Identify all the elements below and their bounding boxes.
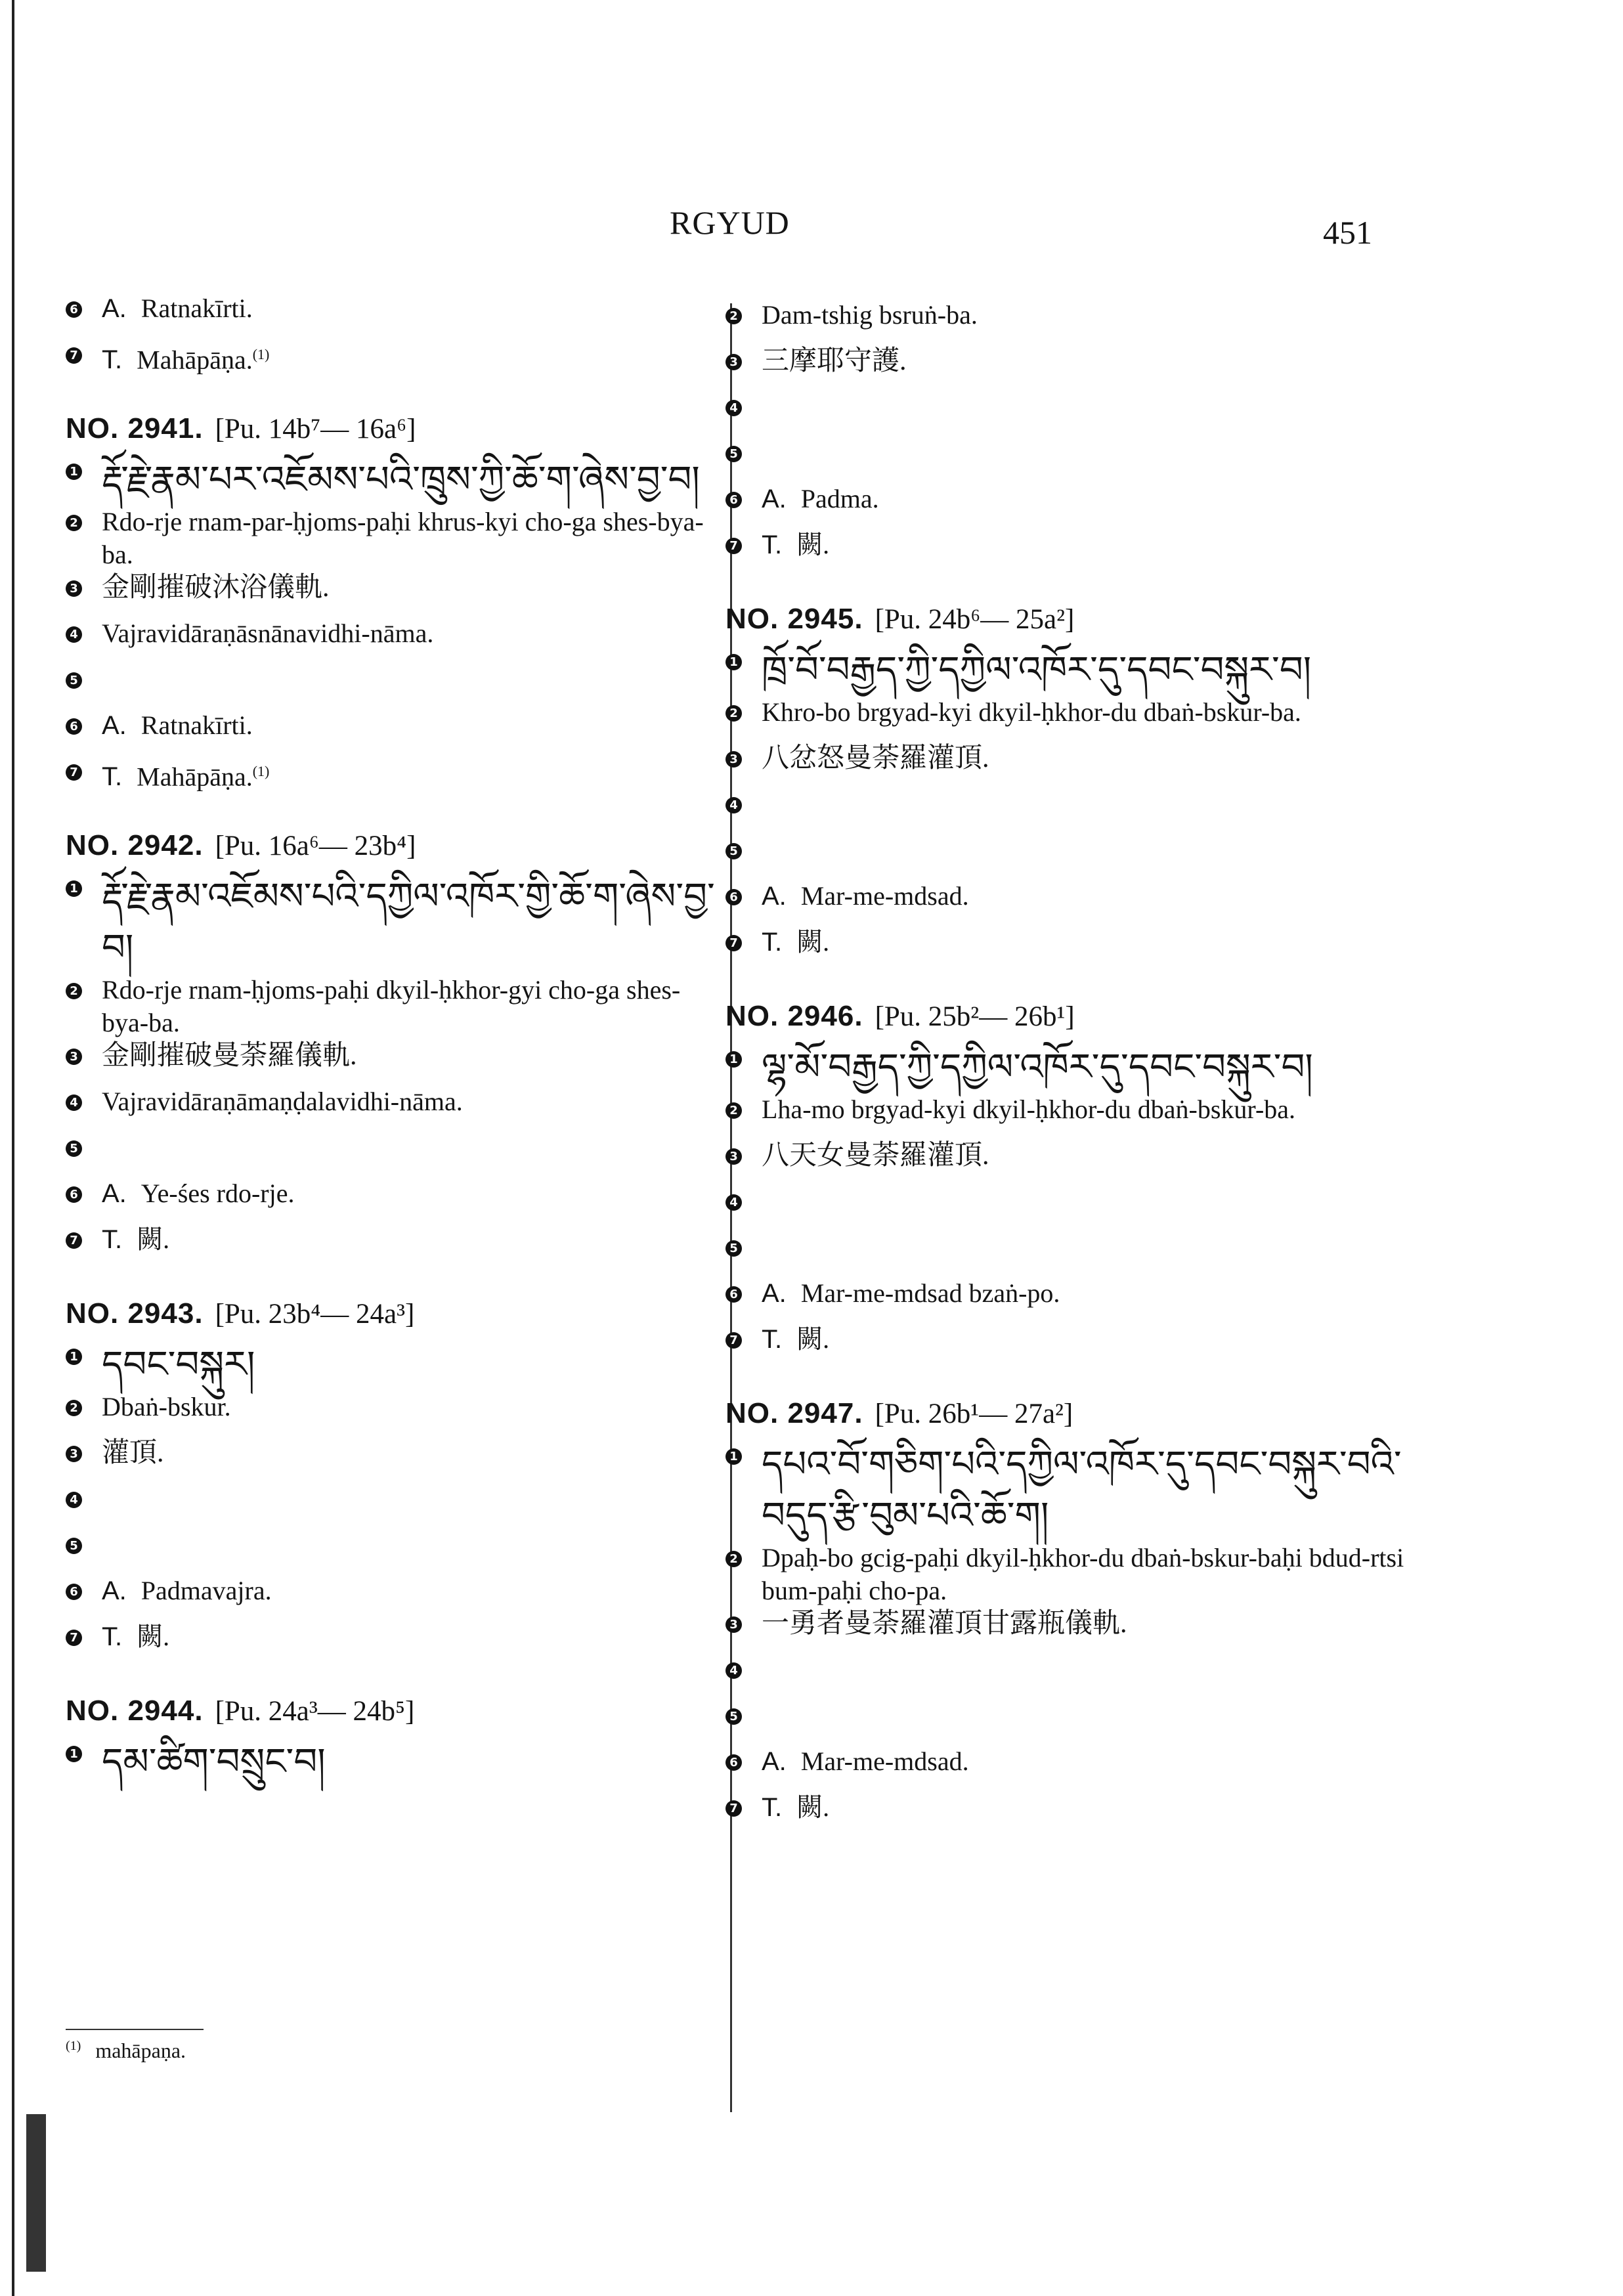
field-number-marker: 5 [725, 843, 742, 859]
field-number-marker: 3 [725, 1148, 742, 1165]
field-row [66, 1574, 716, 1620]
field-row [725, 1607, 1421, 1653]
field-label: A. [102, 1179, 127, 1208]
field-row [725, 696, 1421, 742]
footnote [66, 2039, 186, 2063]
field-text [102, 617, 433, 650]
field-row [725, 1439, 1421, 1542]
entry-folio-reference: [Pu. 14b⁷— 16a⁶] [215, 414, 416, 444]
catalog-entry [66, 826, 716, 1269]
field-text [762, 483, 879, 515]
field-number-marker: 6 [725, 492, 742, 508]
catalog-entry [725, 599, 1421, 972]
chinese-title [762, 1139, 989, 1172]
field-number-marker: 5 [66, 1140, 82, 1157]
field-value: Mar-me-mdsad bzaṅ-po. [800, 1278, 1060, 1308]
entry-number: NO. 2942. [66, 829, 204, 861]
field-number-marker: 1 [725, 1051, 742, 1068]
tibetan-title [102, 871, 716, 974]
field-value: Dbaṅ-bskur. [102, 1392, 231, 1421]
field-text [102, 1620, 169, 1653]
field-number-marker: 3 [725, 1616, 742, 1633]
field-row [725, 1042, 1421, 1093]
field-value: ཁྲོ་བོ་བརྒྱད་ཀྱི་དཀྱིལ་འཁོར་དུ་དབང་བསྐུར་བ། [762, 650, 1312, 691]
field-row [725, 1745, 1421, 1791]
chinese-title [102, 1039, 357, 1072]
chinese-title [102, 571, 330, 604]
field-row [66, 1223, 716, 1269]
chinese-title [762, 742, 989, 775]
tibetan-title [762, 1042, 1313, 1093]
field-row [725, 1185, 1421, 1231]
field-number-marker: 2 [66, 1400, 82, 1416]
entry-header [66, 409, 716, 449]
field-number-marker: 2 [725, 308, 742, 324]
field-label: T. [762, 928, 783, 957]
field-text [762, 529, 829, 561]
field-row [66, 1391, 716, 1437]
field-text [762, 1323, 829, 1356]
field-value: 八忿怒曼荼羅灌頂. [762, 743, 989, 773]
field-value: Mar-me-mdsad. [800, 881, 969, 911]
field-value: དམ་ཚིག་བསྲུང་བ། [102, 1742, 326, 1783]
field-row [66, 338, 716, 384]
field-value: Mahāpāṇa. [137, 762, 253, 792]
catalog-entry [725, 997, 1421, 1369]
field-label: T. [762, 1793, 783, 1822]
field-row [66, 755, 716, 801]
tibetan-title [102, 1339, 255, 1391]
field-number-marker: 5 [725, 1708, 742, 1725]
page-binding-shadow [26, 2114, 46, 2272]
field-value: Padma. [800, 484, 879, 513]
field-row [66, 1039, 716, 1085]
field-value: Dpaḥ-bo gcig-paḥi dkyil-ḥkhor-du dbaṅ-bskur-baḥi bdud-rtsi bum-paḥi cho-pa. [762, 1543, 1411, 1605]
field-value: 闕. [796, 1324, 830, 1354]
field-row [66, 1737, 716, 1788]
field-number-marker: 4 [66, 1094, 82, 1111]
field-number-marker: 7 [66, 347, 82, 364]
field-text [102, 292, 253, 325]
field-value: རྡོ་རྗེ་རྣམ་པར་འཇོམས་པའི་ཁྲུས་ཀྱི་ཆོ་ག་ཞེས་བྱ་བ། [102, 460, 700, 500]
chinese-title [762, 345, 907, 378]
field-value: 闕. [796, 927, 830, 957]
field-number-marker: 7 [66, 1630, 82, 1646]
field-value: 一勇者曼荼羅灌頂甘露瓶儀軌. [762, 1609, 1127, 1639]
field-value: 闕. [796, 1792, 830, 1822]
field-value: 灌頂. [102, 1438, 164, 1468]
field-value: 三摩耶守護. [762, 346, 907, 376]
field-number-marker: 4 [725, 1662, 742, 1679]
field-text [102, 755, 269, 793]
field-text [102, 1391, 231, 1423]
field-number-marker: 3 [725, 354, 742, 370]
field-text [762, 1745, 969, 1778]
field-text [102, 1177, 294, 1210]
field-row [725, 1699, 1421, 1745]
catalog-entry [725, 1394, 1421, 1837]
field-label: T. [762, 1325, 783, 1354]
footnote-reference: (1) [252, 763, 270, 779]
field-label: T. [102, 1622, 123, 1651]
field-row [66, 1483, 716, 1528]
page-binding-edge [12, 0, 14, 2296]
entry-header [66, 1294, 716, 1334]
field-number-marker: 7 [725, 1332, 742, 1349]
field-number-marker: 2 [66, 983, 82, 999]
field-text [102, 1223, 169, 1256]
right-entries [725, 599, 1421, 1837]
field-row [725, 1093, 1421, 1139]
entry-number: NO. 2941. [66, 412, 204, 444]
field-label: A. [102, 1576, 127, 1605]
field-row [725, 1653, 1421, 1699]
entry-folio-reference: [Pu. 26b¹— 27a²] [875, 1398, 1073, 1429]
field-row [66, 1437, 716, 1483]
field-number-marker: 1 [725, 654, 742, 670]
field-number-marker: 6 [725, 1754, 742, 1771]
field-value: རྡོ་རྗེ་རྣམ་འཇོམས་པའི་དཀྱིལ་འཁོར་གྱི་ཆོ་ག་ཞེས་བྱ་བ། [102, 877, 715, 968]
field-label: A. [762, 1747, 787, 1776]
field-row [725, 880, 1421, 926]
field-text [102, 709, 253, 742]
field-value: ལྷ་མོ་བརྒྱད་ཀྱི་དཀྱིལ་འཁོར་དུ་དབང་བསྐུར་བ། [762, 1047, 1313, 1088]
field-value: 闕. [137, 1622, 170, 1651]
field-row [66, 292, 716, 338]
field-row [725, 788, 1421, 834]
field-number-marker: 3 [725, 751, 742, 768]
field-row [66, 571, 716, 617]
field-number-marker: 2 [725, 1551, 742, 1567]
entry-header [725, 599, 1421, 639]
field-number-marker: 3 [66, 1446, 82, 1462]
page-number: 451 [1323, 214, 1372, 251]
field-value: 闕. [137, 1224, 170, 1254]
field-row [66, 871, 716, 974]
entry-folio-reference: [Pu. 16a⁶— 23b⁴] [215, 831, 416, 861]
field-row [66, 506, 716, 571]
field-value: Ratnakīrti. [141, 293, 253, 323]
field-number-marker: 1 [66, 1349, 82, 1365]
field-number-marker: 4 [725, 400, 742, 416]
field-value: དཔའ་བོ་གཅིག་པའི་དཀྱིལ་འཁོར་དུ་དབང་བསྐུར་བའི་བདུད་རྩི་བུམ་པའི་ཆོ་ག། [762, 1444, 1402, 1536]
field-row [725, 1791, 1421, 1837]
field-number-marker: 1 [66, 880, 82, 897]
field-number-marker: 6 [66, 718, 82, 735]
field-number-marker: 1 [725, 1448, 742, 1465]
field-value: 八天女曼荼羅灌頂. [762, 1140, 989, 1171]
field-number-marker: 3 [66, 1049, 82, 1065]
field-number-marker: 7 [66, 1232, 82, 1249]
field-row [66, 709, 716, 755]
field-number-marker: 4 [725, 1194, 742, 1211]
footnote-mark: (1) [66, 2039, 81, 2054]
field-value: Padmavajra. [141, 1576, 272, 1605]
field-row [725, 391, 1421, 437]
tibetan-title [762, 645, 1311, 696]
catalog-entry [66, 1294, 716, 1666]
field-text [762, 1791, 829, 1824]
field-label: T. [102, 762, 123, 792]
field-label: T. [102, 345, 123, 375]
field-value: 金剛摧破沐浴儀軌. [102, 573, 330, 603]
field-number-marker: 6 [725, 889, 742, 905]
chinese-title [762, 1607, 1127, 1640]
field-text [762, 299, 978, 332]
field-row [725, 1323, 1421, 1369]
field-row [66, 1339, 716, 1391]
tibetan-title [102, 1737, 326, 1788]
field-row [66, 454, 716, 506]
field-number-marker: 7 [725, 1800, 742, 1817]
field-number-marker: 4 [66, 1492, 82, 1508]
field-label: T. [762, 531, 783, 559]
field-value: དབང་བསྐུར། [102, 1345, 255, 1385]
field-number-marker: 5 [725, 446, 742, 462]
field-label: A. [762, 485, 787, 513]
field-row [66, 663, 716, 709]
field-row [725, 1231, 1421, 1277]
field-row [725, 926, 1421, 972]
field-value: Ratnakīrti. [141, 710, 253, 740]
entry-number: NO. 2946. [725, 1000, 863, 1032]
field-row [66, 617, 716, 663]
field-number-marker: 6 [725, 1286, 742, 1303]
entry-header [725, 997, 1421, 1037]
tibetan-title [762, 1439, 1421, 1542]
left-column [66, 292, 716, 1788]
field-text [762, 926, 829, 959]
field-text [762, 1277, 1060, 1310]
field-row [66, 1085, 716, 1131]
field-row [725, 834, 1421, 880]
field-number-marker: 6 [66, 301, 82, 318]
entry-number: NO. 2944. [66, 1695, 204, 1727]
field-number-marker: 5 [66, 1538, 82, 1554]
chinese-title [102, 1437, 164, 1469]
field-text [762, 1542, 1421, 1607]
footnote-reference: (1) [252, 346, 270, 362]
entry-number: NO. 2945. [725, 603, 863, 635]
field-value: 闕. [796, 530, 830, 559]
field-value: Ye-śes rdo-rje. [141, 1179, 295, 1208]
field-number-marker: 7 [725, 538, 742, 554]
entry-folio-reference: [Pu. 24a³— 24b⁵] [215, 1696, 415, 1727]
field-label: A. [762, 882, 787, 911]
field-number-marker: 4 [725, 797, 742, 813]
right-column [725, 299, 1421, 1837]
field-value: Vajravidāraṇāmaṇḍalavidhi-nāma. [102, 1087, 463, 1116]
field-row [66, 1177, 716, 1223]
entry-folio-reference: [Pu. 25b²— 26b¹] [875, 1001, 1075, 1032]
tibetan-title [102, 454, 700, 506]
field-text [762, 880, 969, 913]
field-text [762, 1093, 1295, 1126]
field-number-marker: 3 [66, 580, 82, 597]
field-number-marker: 2 [66, 515, 82, 531]
catalog-entry [66, 409, 716, 801]
field-row [725, 483, 1421, 529]
field-number-marker: 4 [66, 626, 82, 643]
field-row [66, 974, 716, 1039]
field-number-marker: 7 [66, 764, 82, 781]
entry-number: NO. 2943. [66, 1297, 204, 1330]
field-value: Lha-mo brgyad-kyi dkyil-ḥkhor-du dbaṅ-bskur-ba. [762, 1094, 1296, 1124]
field-text [102, 338, 269, 376]
field-number-marker: 1 [66, 1746, 82, 1762]
field-label: A. [102, 711, 127, 740]
field-value: Khro-bo brgyad-kyi dkyil-ḥkhor-du dbaṅ-bskur-ba. [762, 697, 1301, 727]
field-value: Rdo-rje rnam-par-ḥjoms-paḥi khrus-kyi cho-ga shes-bya-ba. [102, 507, 704, 569]
running-header-title: RGYUD [670, 204, 790, 241]
field-text [762, 696, 1301, 729]
field-label: A. [762, 1279, 787, 1308]
field-row [66, 1528, 716, 1574]
entry-folio-reference: [Pu. 23b⁴— 24a³] [215, 1299, 415, 1330]
entry-number: NO. 2947. [725, 1397, 863, 1429]
field-row [66, 1131, 716, 1177]
field-number-marker: 5 [66, 672, 82, 689]
field-row [66, 1620, 716, 1666]
field-number-marker: 7 [725, 935, 742, 951]
field-number-marker: 1 [66, 464, 82, 480]
left-entries [66, 409, 716, 1788]
field-row [725, 529, 1421, 574]
field-label: T. [102, 1225, 123, 1254]
footnote-text: mahāpaṇa. [95, 2039, 186, 2062]
field-number-marker: 6 [66, 1584, 82, 1600]
entry-header [66, 1691, 716, 1731]
field-text [102, 974, 716, 1039]
catalog-entry [66, 1691, 716, 1788]
entry-folio-reference: [Pu. 24b⁶— 25a²] [875, 604, 1075, 635]
field-value: Dam-tshig bsruṅ-ba. [762, 300, 978, 330]
field-value: Mahāpāṇa. [137, 345, 253, 375]
field-row [725, 437, 1421, 483]
entry-header [725, 1394, 1421, 1434]
field-value: 金剛摧破曼荼羅儀軌. [102, 1041, 357, 1071]
field-text [102, 1085, 463, 1118]
field-row [725, 1277, 1421, 1323]
field-row [725, 645, 1421, 696]
field-row [725, 742, 1421, 788]
field-value: Mar-me-mdsad. [800, 1746, 969, 1776]
field-number-marker: 2 [725, 1102, 742, 1119]
field-row [725, 345, 1421, 391]
field-number-marker: 5 [725, 1240, 742, 1257]
footnote-rule [66, 2029, 204, 2030]
field-text [102, 1574, 272, 1607]
field-text [102, 506, 716, 571]
left-top-fields [66, 292, 716, 384]
field-row [725, 299, 1421, 345]
field-label: A. [102, 294, 127, 323]
field-value: Vajravidāraṇāsnānavidhi-nāma. [102, 618, 434, 648]
field-value: Rdo-rje rnam-ḥjoms-paḥi dkyil-ḥkhor-gyi cho-ga shes-bya-ba. [102, 975, 681, 1037]
field-number-marker: 6 [66, 1186, 82, 1203]
right-top-fields [725, 299, 1421, 574]
field-row [725, 1542, 1421, 1607]
entry-header [66, 826, 716, 866]
field-row [725, 1139, 1421, 1185]
field-number-marker: 2 [725, 705, 742, 722]
